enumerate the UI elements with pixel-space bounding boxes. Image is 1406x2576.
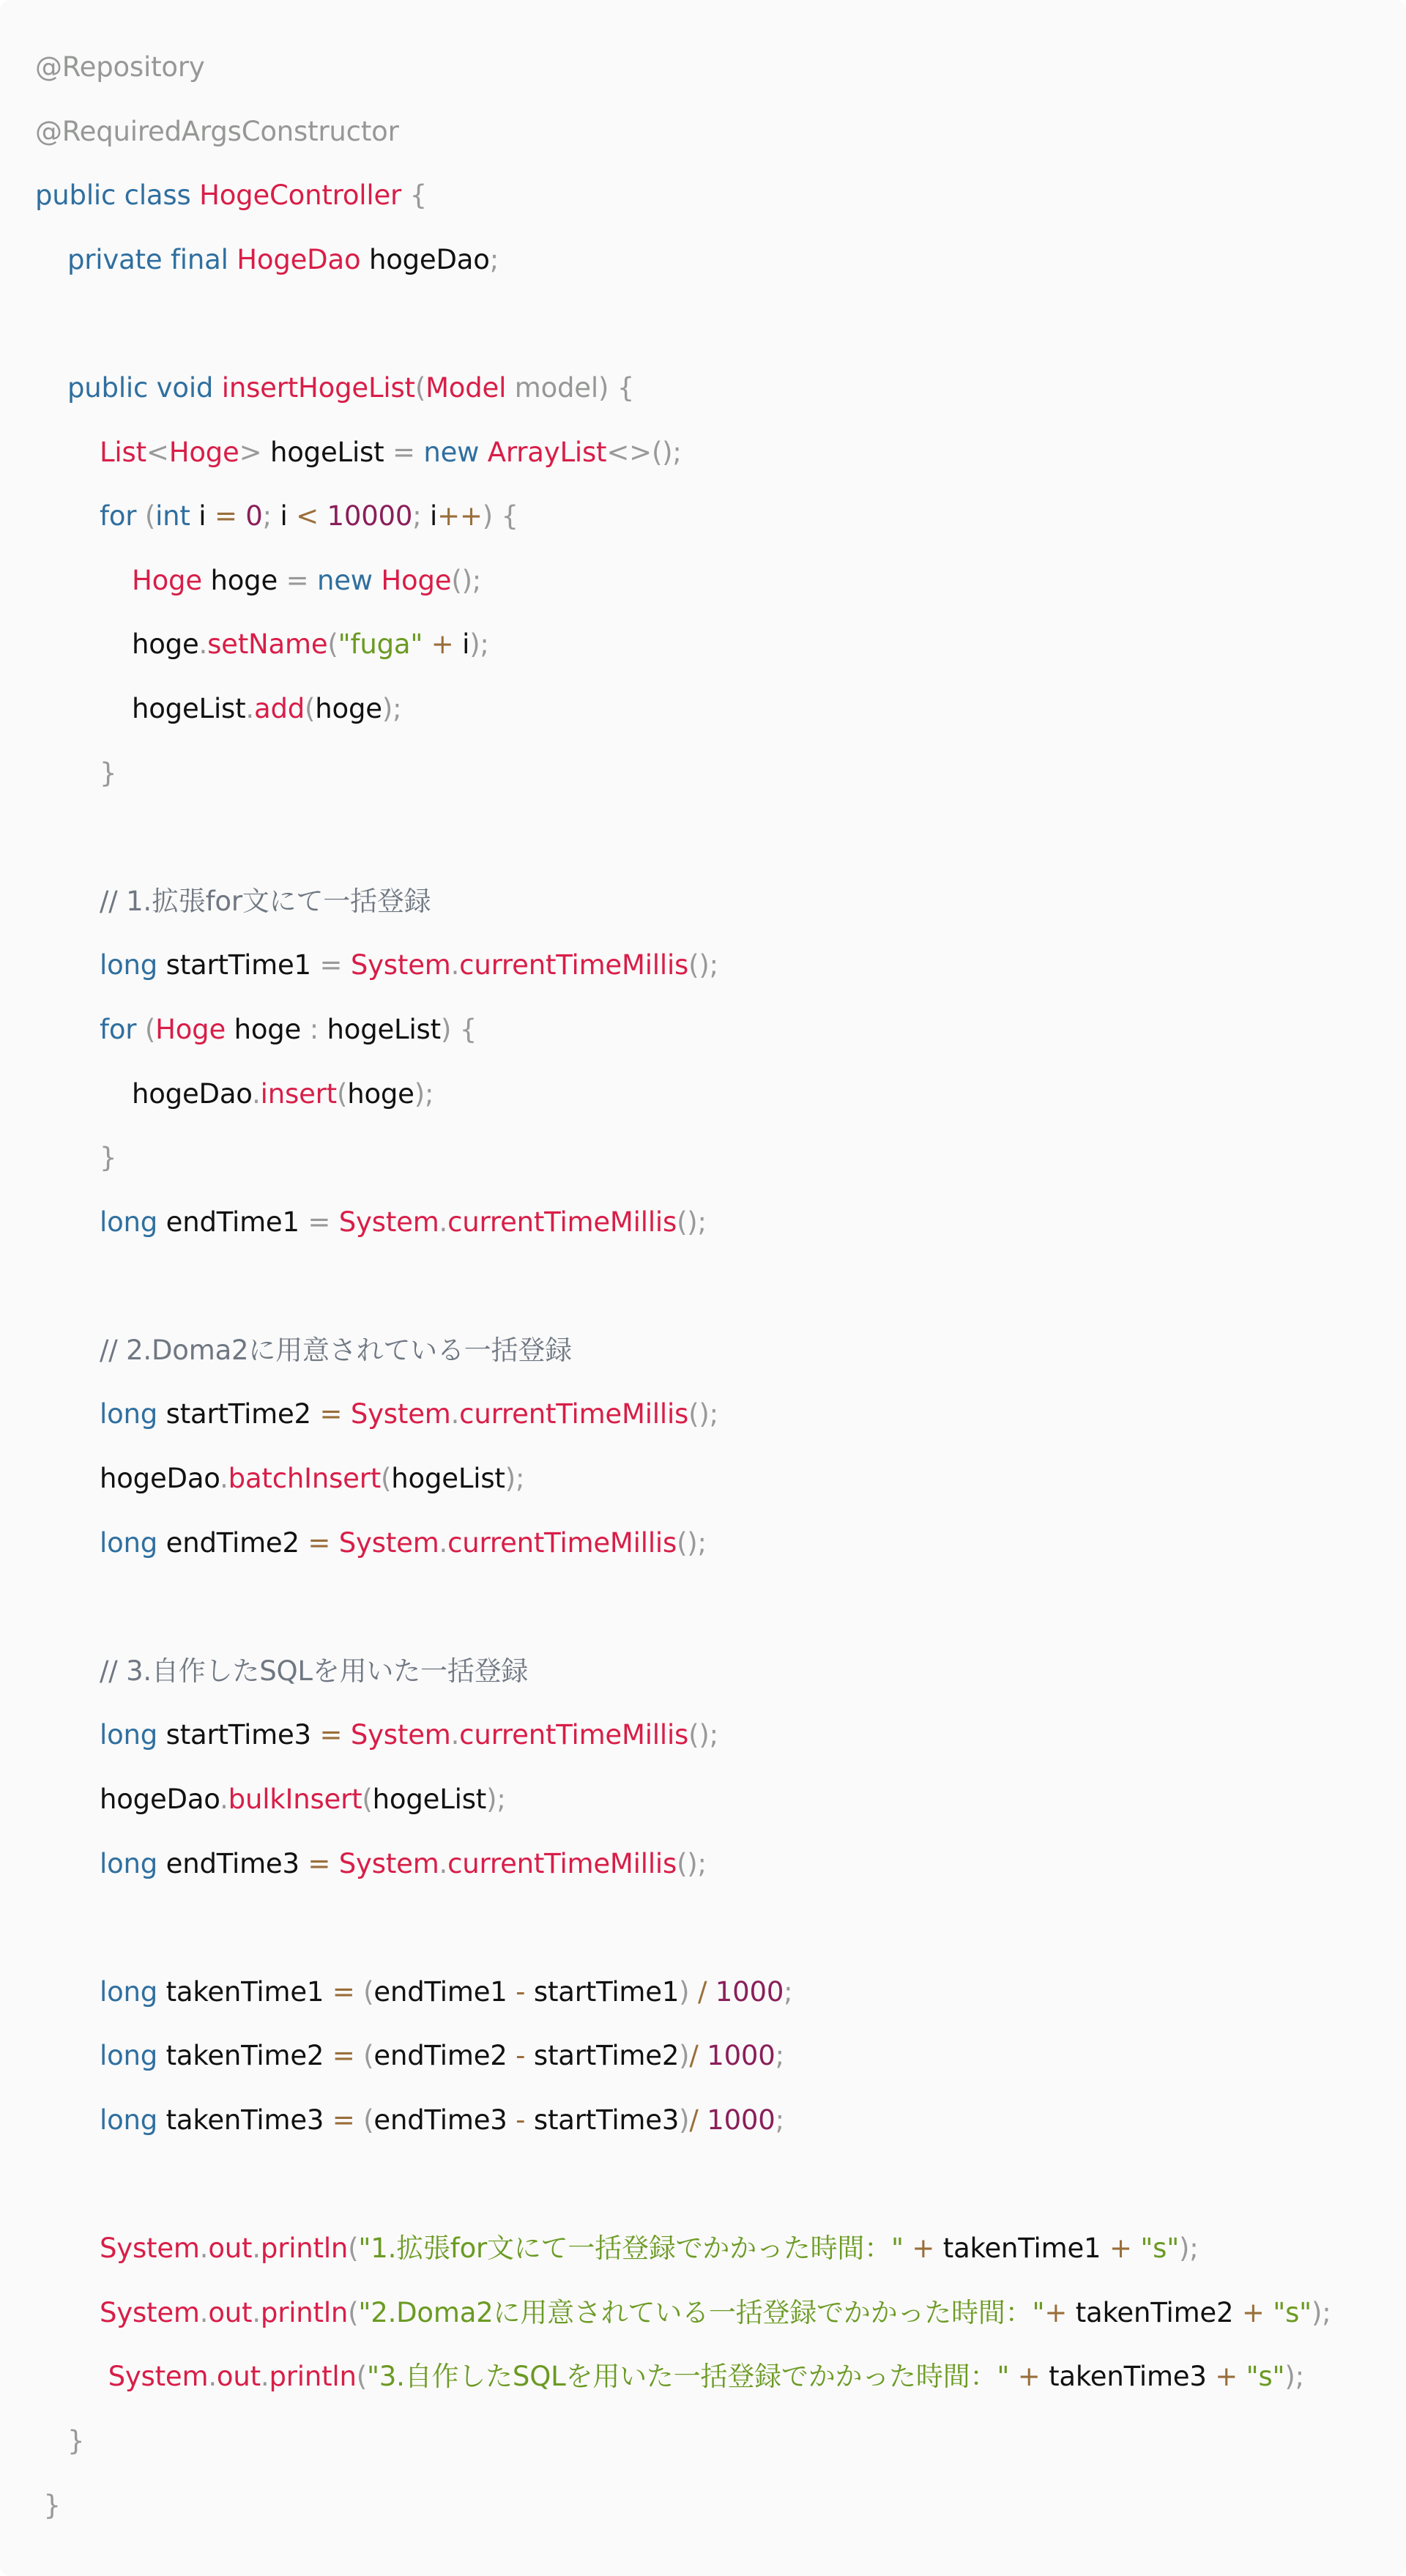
code-token: // 3.自作したSQLを用いた一括登録 [100,1655,529,1687]
code-token: . [199,2232,209,2265]
code-token: } [67,2424,85,2457]
code-line [35,2490,1406,2554]
code-line [35,116,1406,180]
code-line [35,821,1406,886]
code-token: ) [679,1975,698,2008]
code-token: insert [260,1077,337,1110]
code-token: . [439,1526,448,1559]
code-token: (); [451,564,482,596]
code-token: . [252,2232,261,2265]
code-token: = [332,2040,364,2072]
code-line [35,2104,1406,2169]
code-token: endTime3 [165,1847,308,1879]
code-line [35,1912,1406,1976]
code-token: long [100,1398,166,1430]
code-token: . [245,692,254,724]
code-token: . [450,949,460,981]
code-token: "s" [1246,2361,1285,2393]
code-token: startTime2 [533,2040,680,2072]
code-token: println [260,2296,349,2328]
code-token: startTime2 [165,1398,320,1430]
code-line [35,1719,1406,1783]
code-token: hogeDao [100,1463,220,1495]
code-line [35,2297,1406,2361]
code-token: currentTimeMillis [447,1847,677,1879]
code-token: hogeList [372,1783,487,1816]
code-line [35,1398,1406,1463]
code-token: . [439,1847,448,1879]
code-token: System [108,2361,209,2393]
code-token: . [220,1783,228,1816]
code-token: takenTime3 [1040,2361,1216,2393]
code-token: endTime1 [373,1975,516,2008]
code-token: "2.Doma2に用意されている一括登録でかかった時間：" [358,2296,1045,2328]
code-token: - [516,1975,534,2008]
code-token [100,2361,108,2392]
code-token: = [332,1975,364,2008]
code-line [35,1014,1406,1078]
code-token: 10000 [318,500,413,532]
code-token: // 2.Doma2に用意されている一括登録 [100,1334,572,1366]
code-line [35,179,1406,244]
code-token: System [338,1847,439,1879]
code-token: = [308,1206,339,1238]
code-token: hoge [226,1013,310,1045]
code-lines [35,51,1406,2553]
code-token: = [392,436,424,468]
code-token: model [506,371,598,404]
code-token: Hoge [381,564,452,596]
code-token: + [1241,2296,1273,2328]
code-token: { [401,179,427,212]
code-token: . [252,2296,261,2328]
code-token: out [208,2232,253,2265]
code-token: ); [1179,2232,1199,2265]
code-token: currentTimeMillis [447,1206,677,1238]
code-line [35,886,1406,950]
code-line [35,51,1406,116]
code-token: ); [505,1463,525,1495]
code-token: / [689,2104,707,2136]
code-token: ) { [598,371,635,404]
code-token: ); [1311,2296,1331,2328]
code-token: i [453,628,470,661]
code-token: startTime1 [533,1975,680,2008]
code-token: i [421,500,438,532]
code-token: ++ [437,500,483,532]
code-token: (); [688,949,718,981]
code-token: + [903,2232,935,2265]
code-token: - [516,2040,534,2072]
code-token: batchInsert [228,1463,382,1495]
code-token: + [423,628,454,661]
code-token: = [308,1526,339,1559]
code-token: startTime1 [165,949,320,981]
code-token: ); [382,692,402,724]
code-token: "1.拡張for文にて一括登録でかかった時間：" [358,2232,904,2265]
code-token: ) [679,2040,690,2072]
code-token: System [350,949,451,981]
code-token: hogeList [327,1013,441,1045]
code-token: / [689,2040,707,2072]
code-token: currentTimeMillis [459,1719,689,1751]
code-line [35,1976,1406,2041]
code-line [35,1527,1406,1592]
code-token: i [190,500,215,532]
code-line [35,1142,1406,1206]
code-token: System [338,1206,439,1238]
code-token: (); [688,1719,718,1751]
code-token: + [1044,2296,1068,2328]
code-token: hogeDao [132,1077,253,1110]
code-token: int [155,500,190,532]
code-token: public class [35,179,200,212]
code-token: public void [67,371,222,404]
code-line [35,693,1406,757]
code-token: (); [677,1206,707,1238]
code-token: (); [677,1526,707,1559]
code-line [35,1591,1406,1655]
code-token: ; [784,1975,793,2008]
code-token: "fuga" [338,628,423,661]
code-token: // 1.拡張for文にて一括登録 [100,885,431,917]
code-token: < [146,436,169,468]
code-token: endTime2 [165,1526,308,1559]
code-token: . [198,628,208,661]
code-token: takenTime3 [165,2104,332,2136]
code-line [35,1463,1406,1527]
code-token: (); [677,1847,707,1879]
code-token: hogeList [261,436,393,468]
code-token: hoge [201,564,286,596]
code-token: Hoge [168,436,239,468]
code-token: = [286,564,317,596]
code-token: = [319,949,351,981]
code-token: ) { [440,1013,477,1045]
code-token: long [100,2104,166,2136]
code-line [35,1078,1406,1143]
code-token: / [697,1975,715,2008]
code-token: hogeList [132,692,246,724]
code-token: ; [489,243,499,275]
code-token: add [253,692,305,724]
code-token: hogeList [391,1463,505,1495]
code-token: Hoge [132,564,202,596]
code-token: . [450,1719,460,1751]
code-token: takenTime2 [165,2040,332,2072]
code-token: Model [425,371,507,404]
code-token: long [100,949,166,981]
code-token: : [309,1013,327,1045]
code-token: @Repository [35,51,205,83]
code-token: takenTime1 [934,2232,1109,2265]
code-token: ); [486,1783,506,1816]
code-token: new [316,564,382,596]
code-token: - [516,2104,534,2136]
code-token: ( [356,2361,367,2393]
code-token: ) { [482,500,518,532]
code-token: takenTime1 [165,1975,332,2008]
code-token: for [100,500,145,532]
code-token: insertHogeList [221,371,415,404]
code-line [35,1206,1406,1271]
code-line [35,308,1406,372]
code-token: for [100,1013,145,1045]
code-token: ( [144,500,156,532]
code-line [35,2040,1406,2104]
code-line [35,2361,1406,2425]
code-token: 1000 [707,2040,775,2072]
code-token: @RequiredArgsConstructor [35,115,399,147]
code-token: System [338,1526,439,1559]
code-token: i [271,500,297,532]
code-line [35,1655,1406,1720]
code-token: = [214,500,237,532]
code-token: System [100,2296,200,2328]
code-token: endTime1 [165,1206,308,1238]
code-token: ( [362,1783,373,1816]
code-token: . [220,1463,228,1495]
code-token: ( [363,2104,374,2136]
code-token: = [308,1847,339,1879]
code-token: ( [363,2040,374,2072]
code-token: long [100,1975,166,2008]
code-token: ; [775,2040,784,2072]
code-token: new [423,436,488,468]
code-line [35,2232,1406,2297]
code-line [35,1783,1406,1848]
code-token: 1000 [707,2104,775,2136]
code-token: ); [469,628,489,661]
code-token: ) [679,2104,690,2136]
code-token: > [239,436,262,468]
code-token: + [1215,2361,1246,2393]
code-token: currentTimeMillis [447,1526,677,1559]
code-token: ( [305,692,316,724]
code-token: < [296,500,319,532]
code-token: long [100,1847,166,1879]
code-token: ( [381,1463,392,1495]
code-token: out [208,2296,253,2328]
code-token: hogeDao [360,243,490,275]
code-token: ( [144,1013,156,1045]
code-token: = [332,2104,364,2136]
code-token: = [319,1719,351,1751]
code-token: ); [1284,2361,1304,2393]
code-token: ( [327,628,338,661]
code-token: endTime3 [373,2104,516,2136]
code-token: + [1009,2361,1041,2393]
code-token: ( [363,1975,374,2008]
code-line [35,244,1406,308]
code-token: HogeDao [237,243,361,275]
code-token: System [350,1719,451,1751]
code-token: println [260,2232,349,2265]
code-token: ; [262,500,272,532]
code-token: = [319,1398,351,1430]
code-token: long [100,1719,166,1751]
code-token: ; [775,2104,784,2136]
code-token: currentTimeMillis [459,1398,689,1430]
code-line [35,1270,1406,1335]
code-line [35,2425,1406,2490]
code-token: ArrayList [487,436,607,468]
code-token: . [439,1206,448,1238]
code-token: hogeDao [100,1783,220,1816]
code-token: System [350,1398,451,1430]
code-token: long [100,1206,166,1238]
code-token: "3.自作したSQLを用いた一括登録でかかった時間：" [366,2361,1010,2393]
code-token: . [252,1077,261,1110]
code-token: . [208,2361,217,2393]
code-token: . [260,2361,269,2393]
code-line [35,372,1406,437]
code-token: 1000 [715,1975,784,2008]
code-token: bulkInsert [228,1783,362,1816]
code-token: ( [414,371,426,404]
code-token: } [100,1142,117,1174]
code-token: Hoge [155,1013,226,1045]
code-token: . [199,2296,209,2328]
code-token: <>(); [606,436,682,468]
code-token: } [100,757,117,789]
code-token: ( [336,1077,348,1110]
code-token: long [100,2040,166,2072]
code-token: startTime3 [165,1719,320,1751]
code-token: endTime2 [373,2040,516,2072]
code-line [35,500,1406,565]
code-token: ); [414,1077,434,1110]
code-token: long [100,1526,166,1559]
code-token: List [100,436,146,468]
code-token: ( [348,2296,359,2328]
code-token: + [1109,2232,1141,2265]
code-token: ; [412,500,422,532]
code-token: HogeController [199,179,402,212]
code-token: hoge [132,628,199,661]
code-line [35,757,1406,822]
code-token: takenTime2 [1067,2296,1242,2328]
code-token: "s" [1273,2296,1312,2328]
code-token: hoge [315,692,382,724]
code-token: hoge [347,1077,414,1110]
code-token: private final [67,243,237,275]
code-token: startTime3 [533,2104,680,2136]
code-line [35,2169,1406,2233]
code-line [35,565,1406,629]
code-token: currentTimeMillis [459,949,689,981]
code-token: . [450,1398,460,1430]
code-token: System [100,2232,200,2265]
code-token: ( [348,2232,359,2265]
code-line [35,1848,1406,1912]
code-line [35,437,1406,501]
code-token: (); [688,1398,718,1430]
code-token: setName [207,628,328,661]
code-token: println [269,2361,357,2393]
code-token: out [216,2361,261,2393]
code-line [35,1335,1406,1399]
code-line [35,949,1406,1014]
code-line [35,628,1406,693]
code-token: } [35,2489,61,2521]
code-token: 0 [237,500,263,532]
code-token: "s" [1140,2232,1180,2265]
